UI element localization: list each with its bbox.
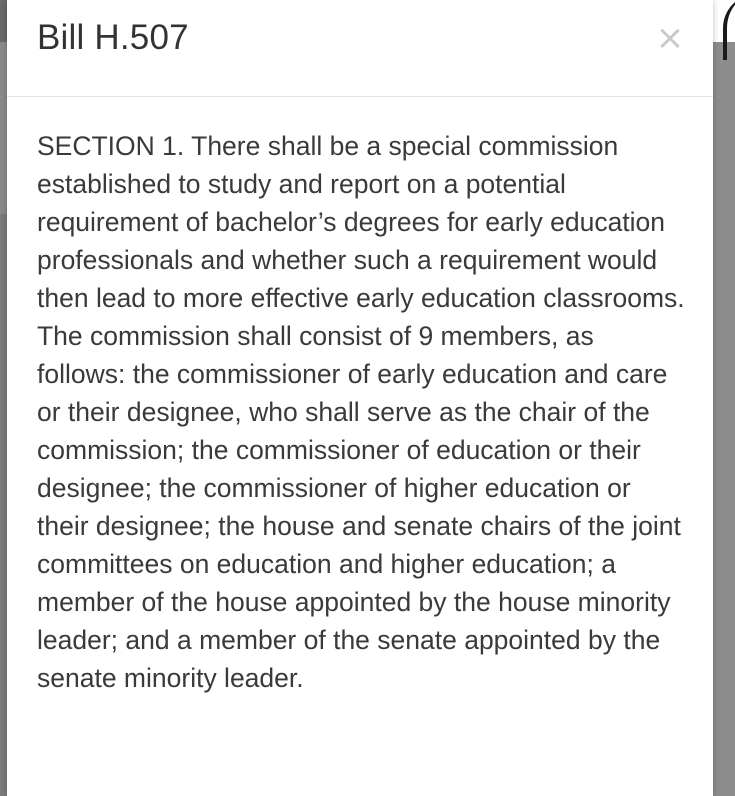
backdrop-page-edge (713, 0, 735, 796)
close-button[interactable] (650, 18, 690, 58)
close-icon: × (655, 18, 685, 58)
modal-title: Bill H.507 (37, 18, 189, 57)
bill-text: SECTION 1. There shall be a special commission established to study and report on a potential requirement of bachelor’s degrees for early education professionals and whether such a requirement would then lead to more effective early education classrooms. The commission shall consist of 9 members, as follows: the commissioner of early education and care or their designee, who shall serve as the chair of the commission; the commissioner of education or their designee; the commissioner of higher education or their designee; the house and senate chairs of the joint committees on education and higher education; a member of the house appointed by the house minority leader; and a member of the senate appointed by the senate minority leader. (37, 131, 685, 693)
bill-modal (7, 0, 713, 796)
modal-header (7, 0, 713, 97)
